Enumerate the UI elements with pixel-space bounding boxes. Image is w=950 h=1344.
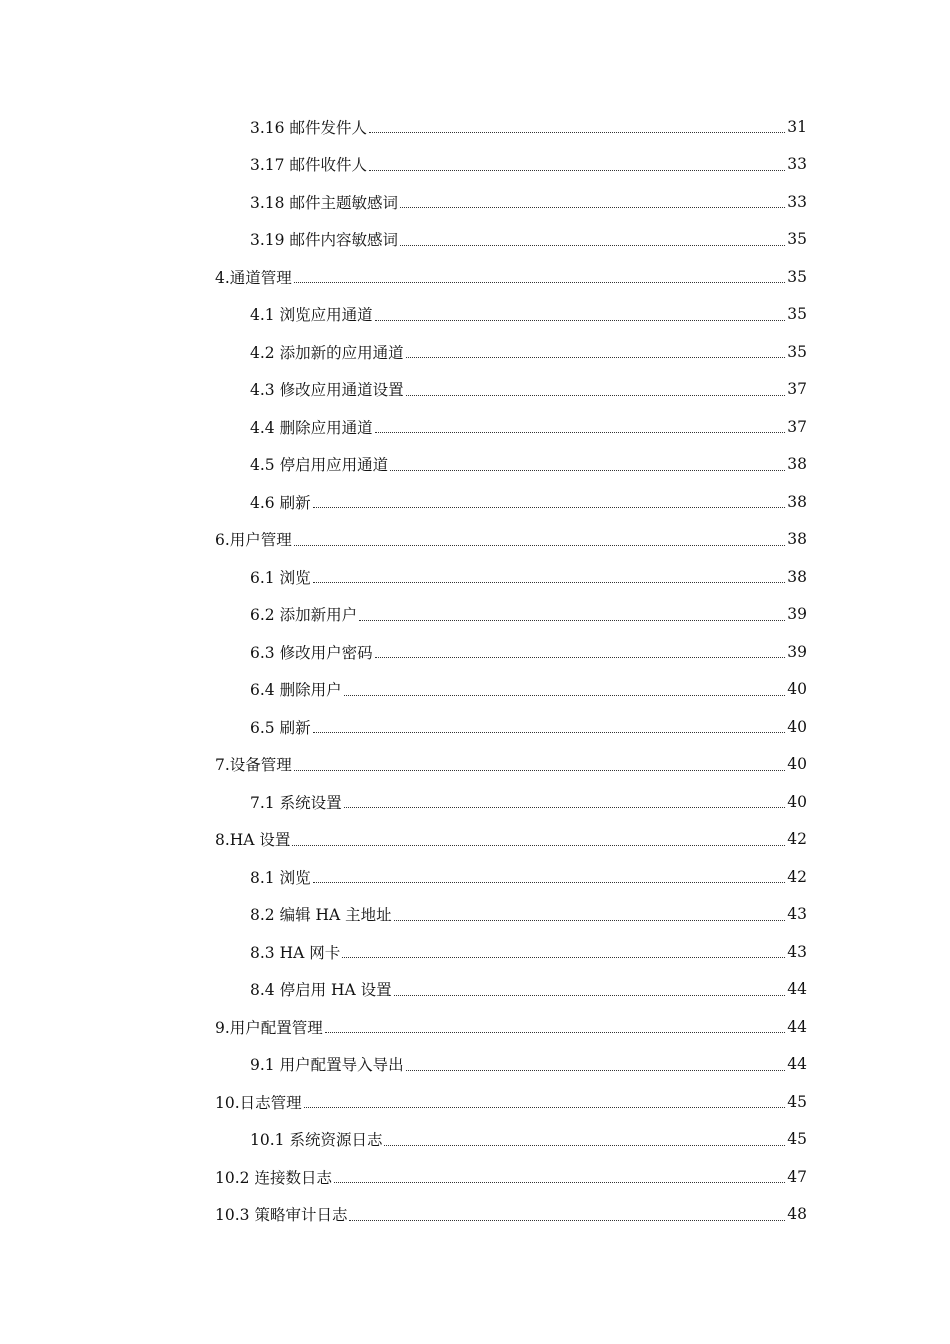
toc-entry[interactable] <box>0 108 950 146</box>
toc-entry-label: 9.1 用户配置导入导出 <box>250 1056 404 1075</box>
toc-entry[interactable] <box>0 783 950 821</box>
toc-entry-label: 6.用户管理 <box>215 531 292 550</box>
toc-entry-page-number: 39 <box>787 642 807 661</box>
toc-entry-label: 4.4 删除应用通道 <box>250 418 373 437</box>
toc-entry[interactable] <box>0 1046 950 1084</box>
toc-entry-page-number: 35 <box>787 267 807 286</box>
toc-entry[interactable] <box>0 858 950 896</box>
toc-entry-label: 7.1 系统设置 <box>250 793 342 812</box>
toc-entry-label: 8.HA 设置 <box>215 831 291 850</box>
toc-dot-leader <box>313 507 785 508</box>
toc-entry-page-number: 37 <box>787 417 807 436</box>
toc-dot-leader <box>400 207 785 208</box>
toc-entry-label: 6.2 添加新用户 <box>250 606 358 625</box>
toc-entry-label: 10.日志管理 <box>215 1093 302 1112</box>
toc-entry-page-number: 40 <box>787 755 807 774</box>
toc-entry[interactable] <box>0 746 950 784</box>
toc-entry[interactable] <box>0 933 950 971</box>
toc-entry-page-number: 37 <box>787 380 807 399</box>
toc-dot-leader <box>313 732 785 733</box>
toc-dot-leader <box>304 1107 785 1108</box>
toc-dot-leader <box>406 395 785 396</box>
toc-entry-page-number: 33 <box>787 192 807 211</box>
toc-entry-page-number: 45 <box>787 1130 807 1149</box>
toc-entry-label: 4.通道管理 <box>215 268 292 287</box>
toc-dot-leader <box>294 545 785 546</box>
toc-entry-page-number: 38 <box>787 530 807 549</box>
toc-dot-leader <box>313 882 785 883</box>
toc-entry[interactable] <box>0 146 950 184</box>
toc-dot-leader <box>342 957 785 958</box>
toc-dot-leader <box>369 170 785 171</box>
toc-entry-page-number: 44 <box>787 1055 807 1074</box>
toc-entry-page-number: 38 <box>787 455 807 474</box>
toc-entry[interactable] <box>0 521 950 559</box>
toc-entry-page-number: 42 <box>787 867 807 886</box>
toc-entry[interactable] <box>0 446 950 484</box>
toc-dot-leader <box>406 357 785 358</box>
toc-entry-label: 4.2 添加新的应用通道 <box>250 343 404 362</box>
toc-entry-page-number: 38 <box>787 567 807 586</box>
toc-dot-leader <box>375 320 785 321</box>
toc-entry-label: 6.1 浏览 <box>250 568 311 587</box>
toc-dot-leader <box>394 920 785 921</box>
toc-dot-leader <box>390 470 785 471</box>
toc-entry[interactable] <box>0 708 950 746</box>
toc-entry-label: 7.设备管理 <box>215 756 292 775</box>
toc-entry[interactable] <box>0 258 950 296</box>
toc-entry-label: 4.3 修改应用通道设置 <box>250 381 404 400</box>
toc-dot-leader <box>344 807 785 808</box>
toc-entry[interactable] <box>0 333 950 371</box>
toc-entry-page-number: 40 <box>787 792 807 811</box>
toc-entry-page-number: 44 <box>787 980 807 999</box>
toc-entry-label: 6.3 修改用户密码 <box>250 643 373 662</box>
toc-entry-page-number: 31 <box>787 117 807 136</box>
toc-dot-leader <box>334 1182 785 1183</box>
toc-dot-leader <box>375 432 785 433</box>
toc-dot-leader <box>400 245 785 246</box>
toc-dot-leader <box>375 657 785 658</box>
toc-dot-leader <box>406 1070 785 1071</box>
toc-entry-page-number: 45 <box>787 1092 807 1111</box>
toc-entry[interactable] <box>0 371 950 409</box>
toc-entry-label: 10.3 策略审计日志 <box>215 1206 348 1225</box>
toc-entry[interactable] <box>0 821 950 859</box>
toc-entry-page-number: 43 <box>787 942 807 961</box>
toc-entry-page-number: 39 <box>787 605 807 624</box>
toc-entry-label: 4.1 浏览应用通道 <box>250 306 373 325</box>
toc-dot-leader <box>369 132 785 133</box>
toc-entry-page-number: 38 <box>787 492 807 511</box>
toc-dot-leader <box>294 282 785 283</box>
toc-entry-label: 3.18 邮件主题敏感词 <box>250 193 398 212</box>
toc-entry[interactable] <box>0 671 950 709</box>
toc-entry[interactable] <box>0 296 950 334</box>
toc-entry-label: 3.19 邮件内容敏感词 <box>250 231 398 250</box>
toc-entry-page-number: 40 <box>787 680 807 699</box>
toc-dot-leader <box>292 845 785 846</box>
toc-entry[interactable] <box>0 633 950 671</box>
toc-dot-leader <box>313 582 785 583</box>
toc-dot-leader <box>359 620 785 621</box>
toc-entry-label: 4.5 停启用应用通道 <box>250 456 389 475</box>
toc-entry-page-number: 33 <box>787 155 807 174</box>
toc-entry[interactable] <box>0 1121 950 1159</box>
toc-entry-label: 9.用户配置管理 <box>215 1018 323 1037</box>
toc-entry[interactable] <box>0 896 950 934</box>
toc-entry-label: 8.1 浏览 <box>250 868 311 887</box>
toc-entry-page-number: 48 <box>787 1205 807 1224</box>
toc-dot-leader <box>325 1032 785 1033</box>
toc-dot-leader <box>394 995 785 996</box>
toc-entry-page-number: 35 <box>787 230 807 249</box>
toc-entry[interactable] <box>0 221 950 259</box>
toc-dot-leader <box>349 1220 785 1221</box>
toc-entry-label: 8.2 编辑 HA 主地址 <box>250 906 392 925</box>
toc-entry[interactable] <box>0 596 950 634</box>
toc-dot-leader <box>344 695 785 696</box>
toc-entry-label: 3.16 邮件发件人 <box>250 118 367 137</box>
toc-entry-label: 6.5 刷新 <box>250 718 311 737</box>
toc-entry-label: 10.1 系统资源日志 <box>250 1131 383 1150</box>
toc-entry-page-number: 44 <box>787 1017 807 1036</box>
toc-entry[interactable] <box>0 1196 950 1234</box>
toc-entry-page-number: 35 <box>787 305 807 324</box>
toc-entry[interactable] <box>0 1158 950 1196</box>
toc-entry-label: 10.2 连接数日志 <box>215 1168 332 1187</box>
toc-entry-page-number: 35 <box>787 342 807 361</box>
toc-entry[interactable] <box>0 971 950 1009</box>
toc-entry-page-number: 47 <box>787 1167 807 1186</box>
toc-entry-label: 8.3 HA 网卡 <box>250 943 341 962</box>
toc-entry-page-number: 43 <box>787 905 807 924</box>
toc-entry-label: 4.6 刷新 <box>250 493 311 512</box>
toc-entry[interactable] <box>0 558 950 596</box>
table-of-contents <box>0 108 950 1233</box>
toc-entry[interactable] <box>0 1083 950 1121</box>
toc-dot-leader <box>294 770 785 771</box>
toc-entry-label: 6.4 删除用户 <box>250 681 342 700</box>
toc-entry-page-number: 42 <box>787 830 807 849</box>
toc-entry[interactable] <box>0 1008 950 1046</box>
toc-entry[interactable] <box>0 483 950 521</box>
toc-entry[interactable] <box>0 408 950 446</box>
toc-entry-page-number: 40 <box>787 717 807 736</box>
toc-entry-label: 3.17 邮件收件人 <box>250 156 367 175</box>
toc-entry-label: 8.4 停启用 HA 设置 <box>250 981 392 1000</box>
toc-entry[interactable] <box>0 183 950 221</box>
toc-dot-leader <box>384 1145 785 1146</box>
